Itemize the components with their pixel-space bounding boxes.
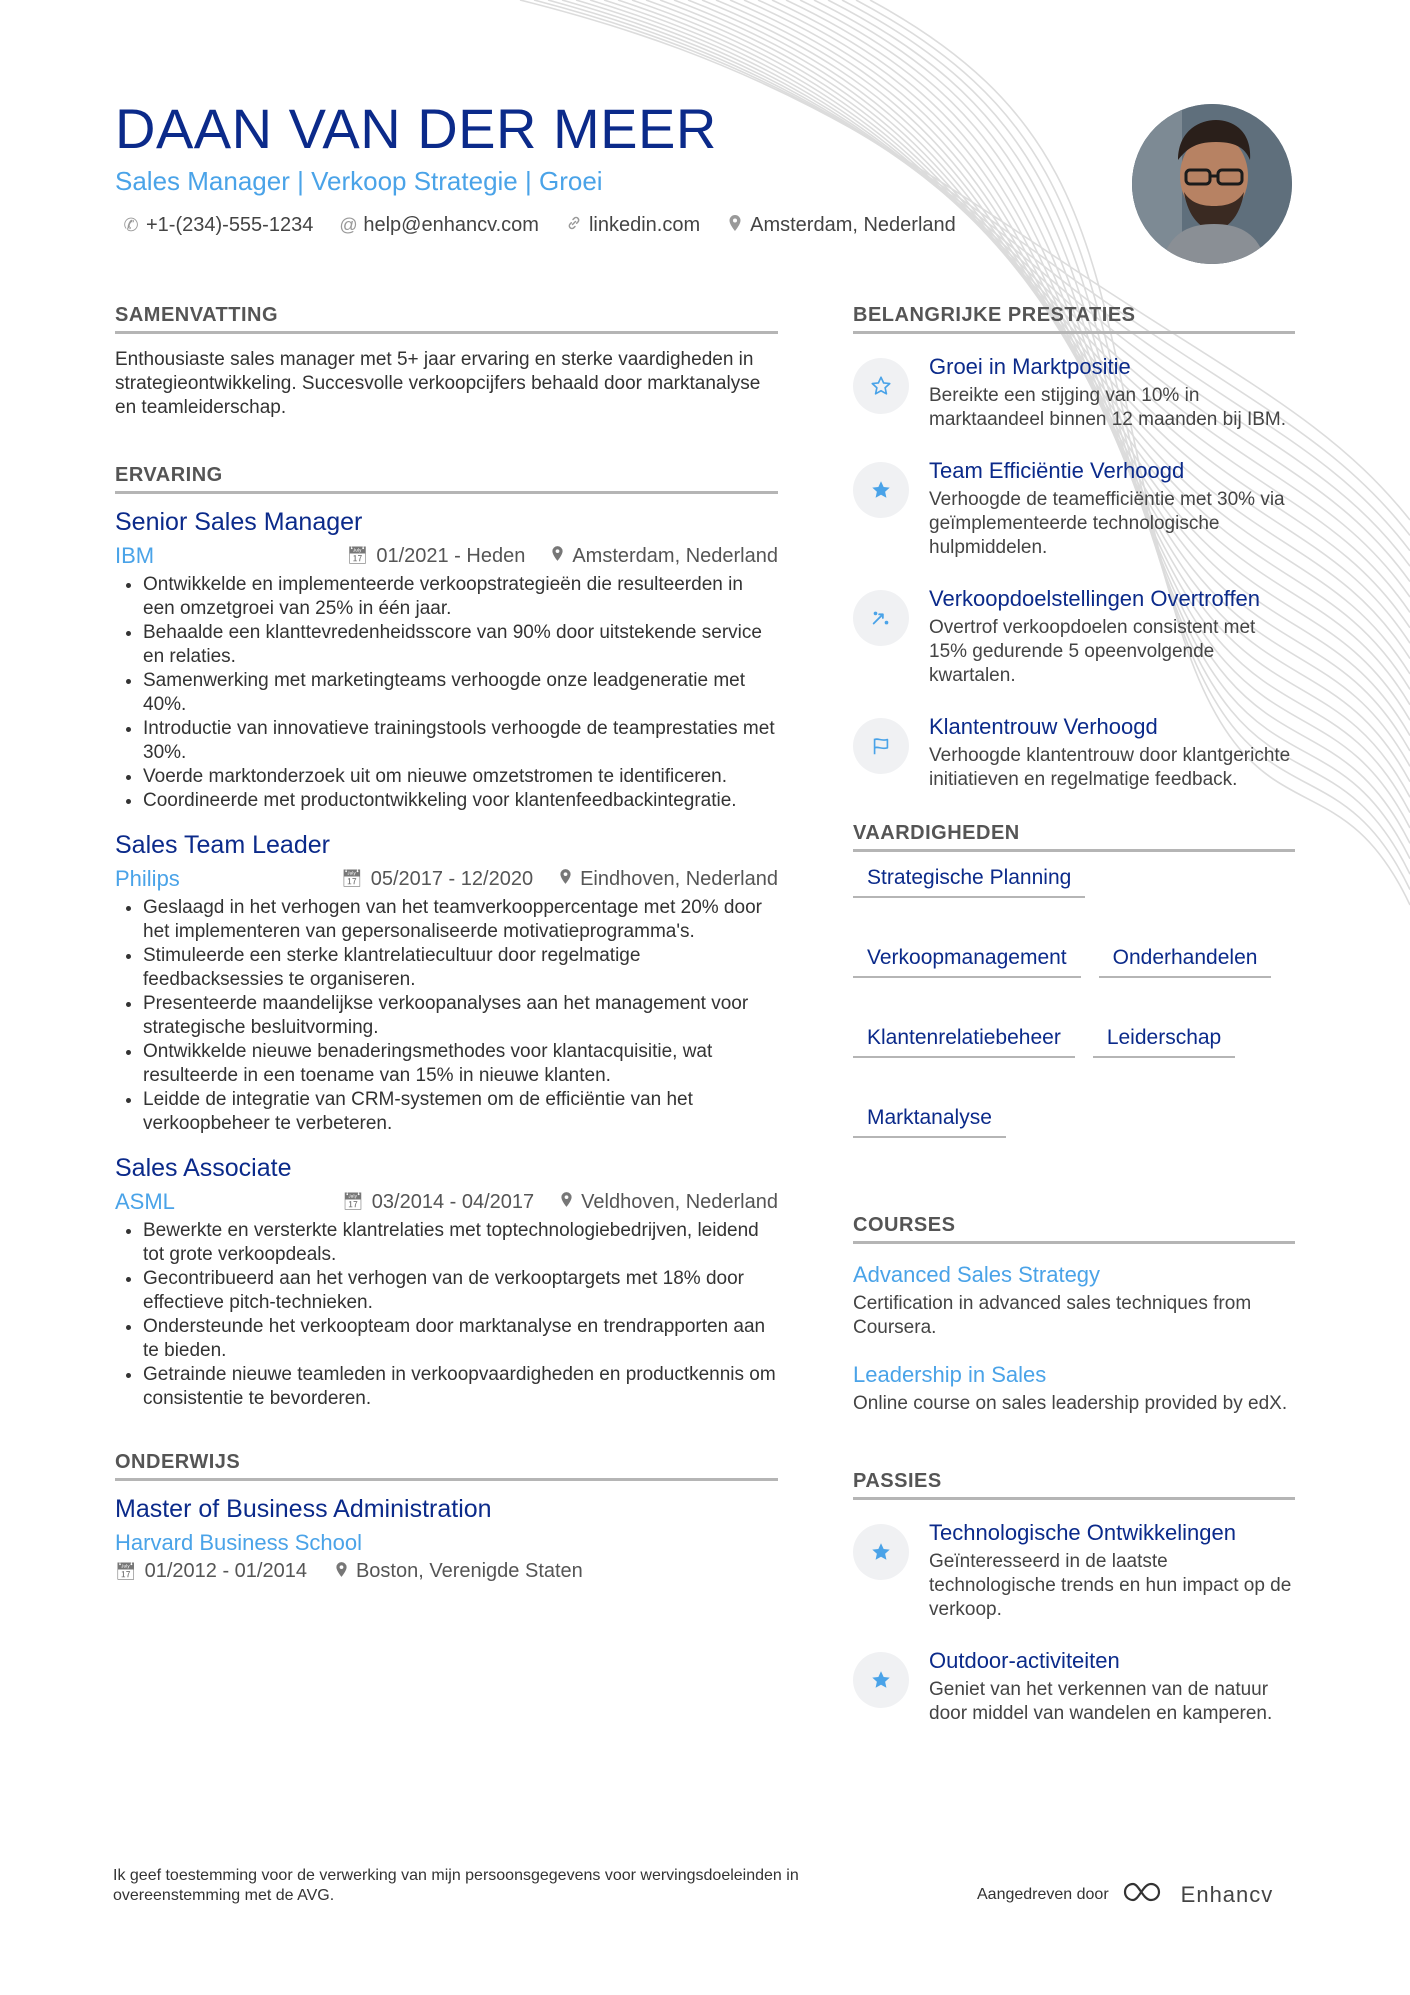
phone-icon: ✆ (123, 215, 139, 235)
consent-note: Ik geef toestemming voor de verwerking van mijn persoonsgegevens voor wervingsdoeleinden in overeenstemming met de AVG. (113, 1867, 799, 1904)
skill-tag: Onderhandelen (1099, 946, 1272, 978)
company-name: IBM (115, 543, 155, 568)
passion-item (853, 1520, 1295, 1622)
job-location (559, 868, 778, 891)
calendar-icon: 📅︎ (342, 1192, 364, 1211)
job-dates (347, 545, 526, 568)
phone-text: +1-(234)-555-1234 (146, 214, 314, 236)
summary-heading: SAMENVATTING (115, 304, 778, 334)
job-location (560, 1191, 778, 1214)
calendar-icon: 📅︎ (346, 546, 369, 565)
job-bullet: • Coordineerde met productontwikkeling voor klantenfeedbackintegratie. (143, 789, 778, 813)
passion-title: Outdoor-activiteiten (929, 1648, 1120, 1673)
course-desc: Online course on sales leadership provided by edX. (853, 1393, 1288, 1414)
job-bullet: • Ontwikkelde nieuwe benaderingsmethodes voor klantacquisitie, wat resulteerde in een toename van 15% in nieuwe klanten. (143, 1040, 778, 1088)
job-meta-right (342, 1191, 778, 1214)
skill-tag: Leiderschap (1093, 1026, 1235, 1058)
achievements-heading: BELANGRIJKE PRESTATIES (853, 304, 1295, 334)
skills-heading: VAARDIGHEDEN (853, 822, 1295, 852)
summary-text: Enthousiaste sales manager met 5+ jaar ervaring en sterke vaardigheden in strategieontwikkeling. Succesvolle verkoopcijfers behaald door marktanalyse en teamleiderschap. (115, 349, 761, 418)
job-location-text: Veldhoven, Nederland (581, 1190, 778, 1213)
link-icon (565, 215, 583, 236)
company-name: Philips (115, 866, 180, 891)
job-dates-text: 05/2017 - 12/2020 (370, 867, 534, 890)
contact-bar (122, 214, 956, 237)
passion-desc: Geniet van het verkennen van de natuur door middel van wandelen en kamperen. (929, 1679, 1273, 1724)
job-meta (115, 866, 778, 892)
courses-heading: COURSES (853, 1214, 1295, 1244)
education-entry (115, 1495, 778, 1583)
course-desc: Certification in advanced sales techniques from Coursera. (853, 1293, 1252, 1338)
job-bullet: • Introductie van innovatieve trainingstools verhoogde de teamprestaties met 30%. (143, 717, 778, 765)
candidate-title: Sales Manager | Verkoop Strategie | Groei (115, 166, 603, 196)
job-bullet: • Stimuleerde een sterke klantrelatiecultuur door regelmatige feedbacksessies te organiseren. (143, 944, 778, 992)
email-text: help@enhancv.com (363, 214, 539, 236)
avatar (1132, 104, 1292, 264)
location-pin-icon (551, 545, 564, 567)
job-entry (115, 508, 778, 813)
job-bullet: • Gecontribueerd aan het verhogen van de verkooptargets met 18% door effectieve pitch-technieken. (143, 1267, 778, 1315)
experience-heading: ERVARING (115, 464, 778, 494)
job-bullets (115, 573, 778, 813)
job-title: Sales Team Leader (115, 831, 330, 859)
job-location (551, 545, 778, 568)
education-meta (115, 1560, 778, 1583)
job-bullet: • Voerde marktonderzoek uit om nieuwe omzetstromen te identificeren. (143, 765, 778, 789)
education-heading: ONDERWIJS (115, 1451, 778, 1481)
job-meta-right (347, 545, 778, 568)
job-bullet: • Ontwikkelde en implementeerde verkoopstrategieën die resulteerden in een omzetgroei van 25% in één jaar. (143, 573, 778, 621)
job-bullet: • Getrainde nieuwe teamleden in verkoopvaardigheden en productkennis om consistentie te bevorderen. (143, 1363, 778, 1411)
education-location-text: Boston, Verenigde Staten (355, 1560, 583, 1582)
education-location (335, 1560, 583, 1583)
course-item (853, 1362, 1295, 1416)
skill-tag: Strategische Planning (853, 866, 1085, 898)
job-bullet: • Leidde de integratie van CRM-systemen om de efficiëntie van het verkoopbeheer te verbeteren. (143, 1088, 778, 1136)
location-text: Amsterdam, Nederland (750, 214, 956, 236)
job-entry (115, 1154, 778, 1411)
course-title: Leadership in Sales (853, 1362, 1047, 1387)
education-dates (115, 1560, 307, 1583)
company-name: ASML (115, 1189, 175, 1214)
star-outline-icon (853, 358, 909, 414)
contact-email[interactable] (339, 214, 539, 237)
skill-tag: Verkoopmanagement (853, 946, 1081, 978)
course-item (853, 1262, 1295, 1340)
left-column (115, 304, 778, 1583)
calendar-icon: 📅︎ (341, 869, 363, 888)
job-dates (342, 1191, 534, 1214)
achievement-item (853, 714, 1295, 792)
star-icon (853, 462, 909, 518)
course-title: Advanced Sales Strategy (853, 1262, 1101, 1287)
job-dates-text: 03/2014 - 04/2017 (371, 1190, 535, 1213)
star-icon (853, 1524, 909, 1580)
achievement-title: Verkoopdoelstellingen Overtroffen (929, 586, 1261, 611)
achievement-desc: Verhoogde klantentrouw door klantgerichte initiatieven en regelmatige feedback. (929, 745, 1291, 790)
achievements-list (853, 354, 1295, 792)
achievement-item (853, 458, 1295, 560)
skill-tag: Klantenrelatiebeheer (853, 1026, 1075, 1058)
calendar-icon: 📅︎ (115, 1561, 137, 1581)
location-pin-icon (559, 868, 572, 890)
passion-title: Technologische Ontwikkelingen (929, 1520, 1236, 1545)
job-dates (341, 868, 533, 891)
passions-heading: PASSIES (853, 1470, 1295, 1500)
achievement-desc: Bereikte een stijging van 10% in marktaandeel binnen 12 maanden bij IBM. (929, 385, 1287, 430)
achievement-text (929, 714, 1295, 792)
candidate-name: DAAN VAN DER MEER (115, 97, 717, 160)
job-bullets (115, 1219, 778, 1411)
job-title: Sales Associate (115, 1154, 292, 1182)
school-name: Harvard Business School (115, 1530, 363, 1555)
job-dates-text: 01/2021 - Heden (376, 544, 526, 567)
right-column (853, 304, 1295, 1752)
achievement-text (929, 458, 1295, 560)
job-meta (115, 543, 778, 569)
education-dates-text: 01/2012 - 01/2014 (144, 1560, 307, 1582)
passion-text (929, 1648, 1295, 1726)
achievement-desc: Verhoogde de teamefficiëntie met 30% via geïmplementeerde technologische hulpmiddelen. (929, 489, 1285, 558)
experience-list (115, 508, 778, 1411)
job-bullet: • Presenteerde maandelijkse verkoopanalyses aan het management voor strategische besluitvorming. (143, 992, 778, 1040)
powered-by[interactable] (977, 1880, 1273, 1909)
passion-item (853, 1648, 1295, 1726)
achievement-item (853, 586, 1295, 688)
star-icon (853, 1652, 909, 1708)
contact-phone[interactable] (122, 214, 313, 237)
skills-list (853, 866, 1295, 1138)
flag-icon (853, 718, 909, 774)
enhancv-logo-icon (1121, 1880, 1169, 1909)
job-title: Senior Sales Manager (115, 508, 363, 536)
passions-list (853, 1520, 1295, 1726)
location-pin-icon (560, 1191, 573, 1213)
skill-tag: Marktanalyse (853, 1106, 1006, 1138)
percent-trend-icon (853, 590, 909, 646)
achievement-title: Klantentrouw Verhoogd (929, 714, 1158, 739)
achievement-text (929, 586, 1295, 688)
achievement-item (853, 354, 1295, 432)
job-meta-right (341, 868, 778, 891)
achievement-title: Team Efficiëntie Verhoogd (929, 458, 1185, 483)
job-location-text: Eindhoven, Nederland (580, 867, 778, 890)
contact-linkedin[interactable] (565, 214, 700, 237)
courses-list (853, 1262, 1295, 1416)
contact-location (726, 214, 956, 237)
job-bullet: • Bewerkte en versterkte klantrelaties met toptechnologiebedrijven, leidend tot grote verkoopdeals. (143, 1219, 778, 1267)
job-bullet: • Samenwerking met marketingteams verhoogde onze leadgeneratie met 40%. (143, 669, 778, 717)
job-location-text: Amsterdam, Nederland (572, 544, 778, 567)
job-bullet: • Ondersteunde het verkoopteam door marktanalyse en trendrapporten aan te bieden. (143, 1315, 778, 1363)
job-bullet: • Behaalde een klanttevredenheidsscore van 90% door uitstekende service en relaties. (143, 621, 778, 669)
passion-desc: Geïnteresseerd in de laatste technologische trends en hun impact op de verkoop. (929, 1551, 1292, 1620)
location-pin-icon (726, 214, 744, 237)
degree-title: Master of Business Administration (115, 1495, 492, 1523)
at-icon: @ (339, 215, 358, 235)
brand-name: Enhancv (1180, 1881, 1274, 1907)
job-bullet: • Geslaagd in het verhogen van het teamverkooppercentage met 20% door het implementeren van gepersonaliseerde motivatieprogramma's. (143, 896, 778, 944)
achievement-text (929, 354, 1295, 432)
achievement-title: Groei in Marktpositie (929, 354, 1131, 379)
location-pin-icon (335, 1561, 348, 1583)
job-meta (115, 1189, 778, 1215)
passion-text (929, 1520, 1295, 1622)
achievement-desc: Overtrof verkoopdoelen consistent met 15% gedurende 5 opeenvolgende kwartalen. (929, 617, 1256, 686)
job-bullets (115, 896, 778, 1136)
powered-by-text: Aangedreven door (977, 1885, 1109, 1903)
linkedin-text: linkedin.com (588, 214, 701, 236)
job-entry (115, 831, 778, 1136)
